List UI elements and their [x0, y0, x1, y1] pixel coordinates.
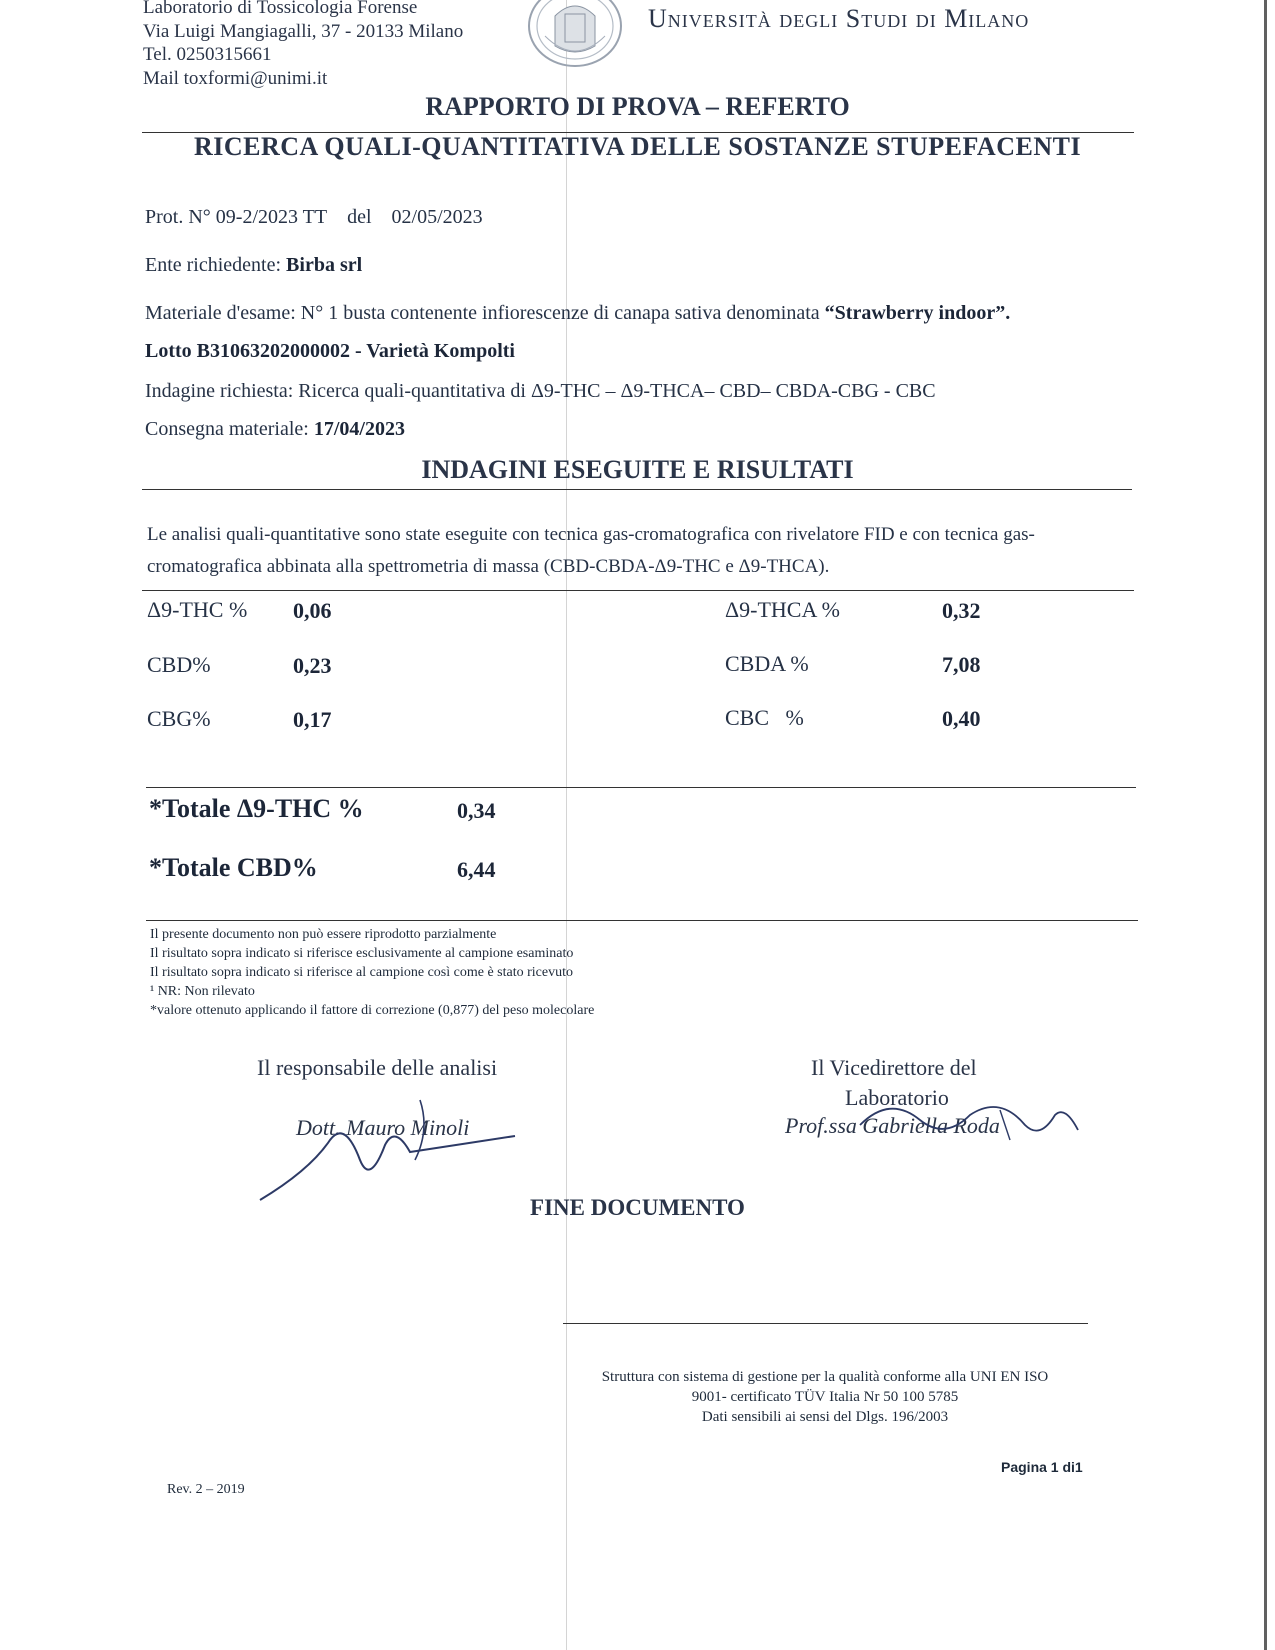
- lab-address: Via Luigi Mangiagalli, 37 - 20133 Milano: [143, 21, 464, 42]
- right-signatory-title-2: Laboratorio: [845, 1085, 949, 1110]
- page-number: Pagina 1 di1: [1001, 1459, 1083, 1475]
- lotto-value: Lotto B31063202000002 - Varietà Kompolti: [145, 340, 515, 362]
- results-top-rule: [142, 590, 1134, 591]
- lab-name: Laboratorio di Tossicologia Forense: [143, 0, 418, 18]
- result-label: CBG%: [147, 706, 211, 731]
- total-value: 0,34: [457, 798, 496, 823]
- consegna-value: 17/04/2023: [313, 418, 405, 440]
- left-signature-icon: [250, 1090, 530, 1205]
- indagine-richiesta: Indagine richiesta: Ricerca quali-quantitativa di Δ9-THC – Δ9-THCA– CBD– CBDA-CBG - CBC: [145, 380, 936, 402]
- ente-richiedente: [145, 254, 362, 277]
- prot-label: Prot. N° 09-2/2023 TT: [145, 206, 328, 228]
- footer-cert-line: Dati sensibili ai sensi del Dlgs. 196/2003: [701, 1409, 949, 1425]
- report-subtitle: RICERCA QUALI-QUANTITATIVA DELLE SOSTANZE STUPEFACENTI: [193, 132, 1082, 161]
- materiale-label: Materiale d'esame: N° 1 busta contenente infiorescenze di canapa sativa denominata: [145, 302, 820, 324]
- prot-date: 02/05/2023: [391, 206, 483, 228]
- materiale-esame: [145, 302, 1010, 325]
- result-value: 7,08: [942, 652, 981, 677]
- lab-email: Mail toxformi@unimi.it: [143, 68, 328, 89]
- fine-documento: FINE DOCUMENTO: [530, 1195, 745, 1220]
- materiale-value: “Strawberry indoor”.: [824, 302, 1011, 324]
- footer-cert-line: 9001- certificato TÜV Italia Nr 50 100 5785: [691, 1389, 959, 1405]
- result-label: CBDA %: [725, 651, 809, 676]
- result-value: 0,32: [942, 598, 981, 623]
- result-label: Δ9-THC %: [147, 597, 248, 622]
- consegna-label: Consegna materiale:: [145, 418, 309, 440]
- total-label: *Totale CBD%: [149, 853, 318, 882]
- result-value: 0,40: [942, 706, 981, 731]
- right-signatory-name: Prof.ssa Gabriella Roda: [785, 1113, 1000, 1138]
- right-signature-icon: [850, 1085, 1090, 1155]
- footer-rule: [563, 1323, 1088, 1324]
- result-label: CBC %: [725, 705, 804, 730]
- method-line-2: cromatografica abbinata alla spettrometria di massa (CBD-CBDA-Δ9-THC e Δ9-THCA).: [147, 556, 830, 577]
- university-name: Università degli Studi di Milano: [648, 4, 1030, 33]
- footer-cert-line: Struttura con sistema di gestione per la qualità conforme alla UNI EN ISO: [601, 1369, 1049, 1385]
- result-value: 0,17: [293, 707, 332, 732]
- note-line: *valore ottenuto applicando il fattore di correzione (0,877) del peso molecolare: [150, 1003, 595, 1018]
- section-rule: [142, 489, 1132, 490]
- lotto: [145, 340, 515, 363]
- scan-edge-shadow: [1264, 0, 1267, 1650]
- note-line: Il risultato sopra indicato si riferisce al campione così come è stato ricevuto: [150, 965, 573, 980]
- total-value: 6,44: [457, 857, 496, 882]
- revision: Rev. 2 – 2019: [167, 1482, 245, 1497]
- result-label: CBD%: [147, 652, 211, 677]
- left-signatory-title: Il responsabile delle analisi: [257, 1055, 498, 1080]
- section-title: INDAGINI ESEGUITE E RISULTATI: [421, 455, 854, 484]
- left-signatory-name: Dott. Mauro Minoli: [296, 1115, 470, 1140]
- right-signatory-title-1: Il Vicedirettore del: [811, 1055, 977, 1080]
- consegna-materiale: [145, 418, 405, 441]
- notes-top-rule: [146, 920, 1138, 921]
- ente-label: Ente richiedente:: [145, 254, 282, 276]
- total-label: *Totale Δ9-THC %: [149, 794, 364, 823]
- prot-number: [145, 206, 483, 229]
- note-line: ¹ NR: Non rilevato: [150, 984, 255, 999]
- report-title: RAPPORTO DI PROVA – REFERTO: [425, 92, 850, 121]
- ente-value: Birba srl: [286, 254, 363, 276]
- note-line: Il risultato sopra indicato si riferisce esclusivamente al campione esaminato: [150, 946, 574, 961]
- prot-del: del: [347, 206, 372, 228]
- result-value: 0,23: [293, 653, 332, 678]
- result-label: Δ9-THCA %: [725, 597, 840, 622]
- university-seal-icon: [525, 0, 625, 68]
- lab-phone: Tel. 0250315661: [143, 44, 272, 65]
- result-value: 0,06: [293, 598, 332, 623]
- totals-top-rule: [146, 787, 1136, 788]
- method-line-1: Le analisi quali-quantitative sono state eseguite con tecnica gas-cromatografica con rivelatore FID e con tecnica gas-: [147, 524, 1035, 545]
- note-line: Il presente documento non può essere riprodotto parzialmente: [150, 927, 497, 942]
